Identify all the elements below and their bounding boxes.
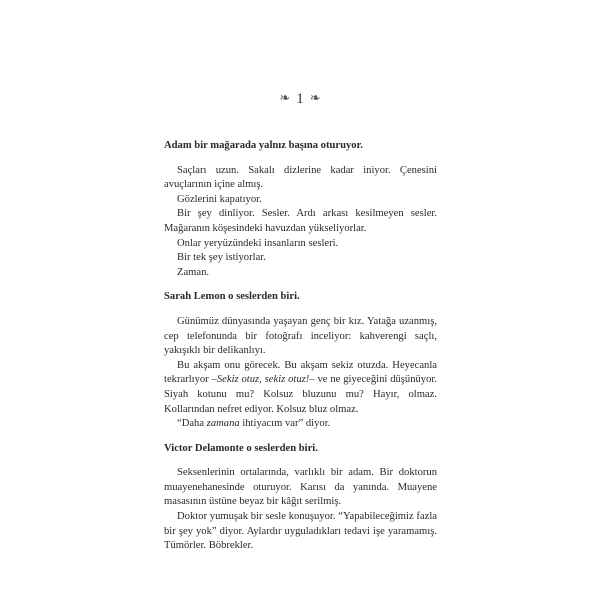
section-heading: Victor Delamonte o seslerden biri.: [164, 442, 318, 454]
text-run: “Daha: [177, 418, 207, 430]
text-run: – ve ne giyeceğini düşünüyor. Siyah kotunu mu? Kolsuz bluzunu mu? Hayır, olmaz. Kollarından nefret ediyor. Kolsuz bluz olmaz.: [164, 374, 437, 415]
text-run: Bu akşam onu görecek. Bu akşam sekiz otuzda. Heyecanla tekrarlıyor –: [164, 359, 437, 386]
ornament-left-icon: ❧: [279, 90, 291, 105]
paragraph: Zaman.: [177, 266, 210, 278]
paragraph: Onlar yeryüzündeki insanların sesleri.: [177, 237, 339, 249]
paragraph: Saçları uzun. Sakalı dizlerine kadar iniyor. Çenesini avuçlarının içine almış.: [164, 164, 437, 191]
chapter-heading: [0, 90, 600, 108]
italic-text-run: Sekiz otuz, sekiz otuz!: [216, 374, 310, 386]
paragraph: Bir tek şey istiyorlar.: [177, 252, 266, 264]
chapter-number: 1: [296, 91, 304, 107]
section-heading: Sarah Lemon o seslerden biri.: [164, 291, 300, 303]
paragraph: Seksenlerinin ortalarında, varlıklı bir adam. Bir doktorun muayenehanesinde oturuyor. Karısı da yanında. Muayene masasının üstüne beyaz bir kâğıt serilmiş.: [164, 467, 437, 508]
paragraph: Bir şey dinliyor. Sesler. Ardı arkası kesilmeyen sesler. Mağaranın köşesindeki havuzdan yükseliyorlar.: [164, 208, 437, 234]
paragraph: [164, 359, 437, 417]
italic-text-run: zamana: [206, 418, 240, 430]
text-run: ihtiyacım var” diyor.: [239, 418, 331, 430]
paragraph: [164, 417, 437, 432]
chapter-body: [164, 139, 437, 554]
paragraph: Günümüz dünyasında yaşayan genç bir kız. Yatağa uzanmış, cep telefonunda bir fotoğrafı inceliyor: kahverengi saçlı, yakışıklı bir delikanlıyı.: [164, 315, 437, 357]
paragraph: Doktor yumuşak bir sesle konuşuyor. “Yapabileceğimiz fazla bir şey yok” diyor. Aylardır uyguladıkları tedavi işe yaramamış. Tümörler. Böbrekler.: [164, 511, 437, 552]
paragraph: Gözlerini kapatıyor.: [177, 193, 262, 205]
ornament-right-icon: ❧: [309, 90, 321, 105]
section-heading: Adam bir mağarada yalnız başına oturuyor.: [164, 140, 363, 151]
